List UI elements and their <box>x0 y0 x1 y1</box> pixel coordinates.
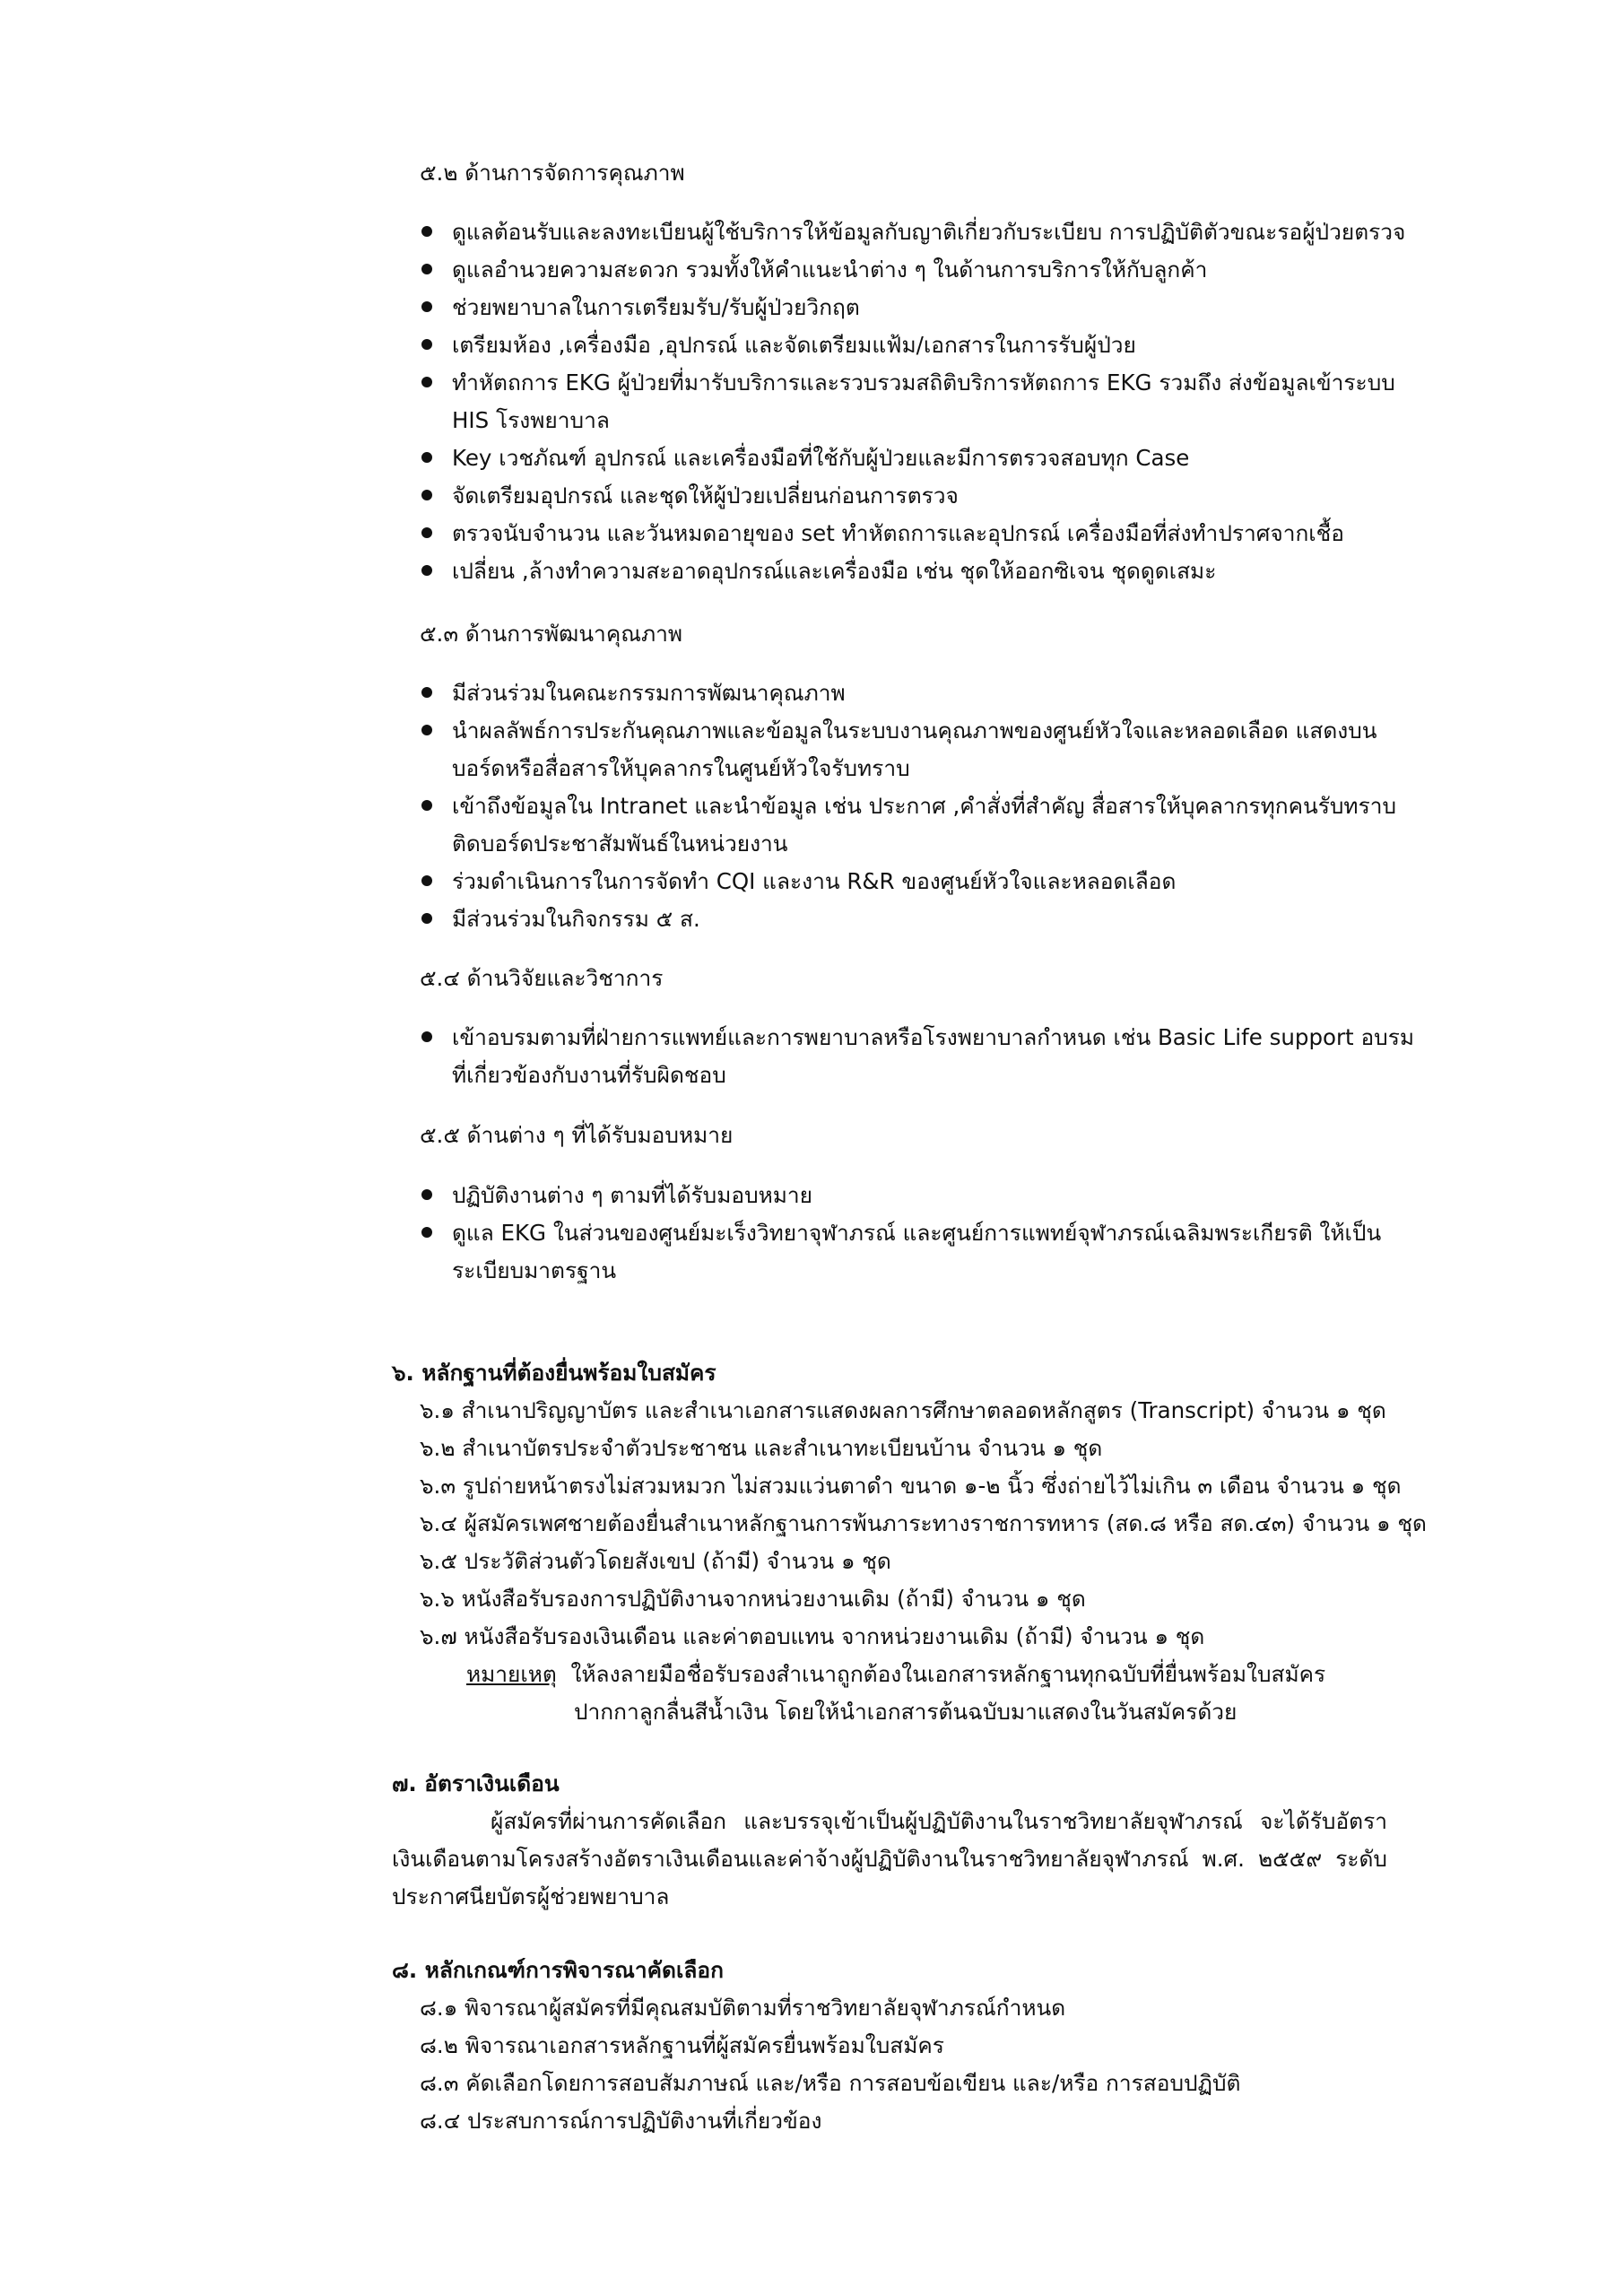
list-item: ๖.๕ ประวัติส่วนตัวโดยสังเขป (ถ้ามี) จำนวน ๑ ชุด <box>420 1548 891 1574</box>
bullet-icon <box>421 490 432 500</box>
section-6-list <box>420 1392 1427 1656</box>
bullet-icon <box>421 1031 432 1042</box>
section-7-heading: ๗. อัตราเงินเดือน <box>392 1770 560 1796</box>
list-item: ๘.๔ ประสบการณ์การปฏิบัติงานที่เกี่ยวข้อง <box>420 2108 822 2134</box>
list-item: ดูแลอำนวยความสะดวก รวมทั้งให้คำแนะนำต่าง ๆ ในด้านการบริการให้กับลูกค้า <box>420 251 1415 289</box>
note-label: หมายเหตุ <box>466 1661 557 1687</box>
section-6-note-line2: ปากกาลูกลื่นสีน้ำเงิน โดยให้นำเอกสารต้นฉบับมาแสดงในวันสมัครด้วย <box>574 1699 1238 1725</box>
section-5-4-list <box>420 1019 1415 1094</box>
list-item: Key เวชภัณฑ์ อุปกรณ์ และเครื่องมือที่ใช้กับผู้ป่วยและมีการตรวจสอบทุก Case <box>420 439 1415 477</box>
list-item: ๖.๖ หนังสือรับรองการปฏิบัติงานจากหน่วยงานเดิม (ถ้ามี) จำนวน ๑ ชุด <box>420 1586 1086 1612</box>
bullet-icon <box>421 1227 432 1238</box>
list-item: ตรวจนับจำนวน และวันหมดอายุของ set ทำหัตถการและอุปกรณ์ เครื่องมือที่ส่งทำปราศจากเชื้อ <box>420 515 1415 552</box>
list-item: ดูแล EKG ในส่วนของศูนย์มะเร็งวิทยาจุฬาภรณ์ และศูนย์การแพทย์จุฬาภรณ์เฉลิมพระเกียรติ ให้เป็นระเบียบมาตรฐาน <box>420 1214 1415 1290</box>
section-5-4-title: ๕.๔ ด้านวิจัยและวิชาการ <box>420 965 664 991</box>
list-item: ๖.๑ สำเนาปริญญาบัตร และสำเนาเอกสารแสดงผลการศึกษาตลอดหลักสูตร (Transcript) จำนวน ๑ ชุด <box>420 1397 1386 1423</box>
list-item: ๘.๑ พิจารณาผู้สมัครที่มีคุณสมบัติตามที่ราชวิทยาลัยจุฬาภรณ์กำหนด <box>420 1995 1066 2021</box>
list-item: ๖.๔ ผู้สมัครเพศชายต้องยื่นสำเนาหลักฐานการพ้นภาระทางราชการทหาร (สด.๘ หรือ สด.๔๓) จำนวน ๑ ชุด <box>420 1510 1427 1536</box>
section-5-5-title: ๕.๕ ด้านต่าง ๆ ที่ได้รับมอบหมาย <box>420 1122 734 1148</box>
list-item: เข้าถึงข้อมูลใน Intranet และนำข้อมูล เช่น ประกาศ ,คำสั่งที่สำคัญ สื่อสารให้บุคลากรทุกคนรับทราบติดบอร์ดประชาสัมพันธ์ในหน่วยงาน <box>420 787 1415 863</box>
list-item: ๖.๓ รูปถ่ายหน้าตรงไม่สวมหมวก ไม่สวมแว่นตาดำ ขนาด ๑-๒ นิ้ว ซึ่งถ่ายไว้ไม่เกิน ๓ เดือน จำนวน ๑ ชุด <box>420 1473 1402 1499</box>
section-5-3-title: ๕.๓ ด้านการพัฒนาคุณภาพ <box>420 621 682 647</box>
list-item: เข้าอบรมตามที่ฝ่ายการแพทย์และการพยาบาลหรือโรงพยาบาลกำหนด เช่น Basic Life support อบรมที่เกี่ยวข้องกับงานที่รับผิดชอบ <box>420 1019 1415 1094</box>
bullet-icon <box>421 452 432 463</box>
list-item: มีส่วนร่วมในกิจกรรม ๕ ส. <box>420 900 1415 938</box>
bullet-icon <box>421 226 432 237</box>
bullet-icon <box>421 339 432 350</box>
section-5-2-list <box>420 213 1415 590</box>
section-6-heading: ๖. หลักฐานที่ต้องยื่นพร้อมใบสมัคร <box>392 1360 716 1386</box>
bullet-icon <box>421 377 432 387</box>
section-5-5-list <box>420 1177 1415 1290</box>
section-6-note <box>466 1656 1325 1693</box>
bullet-icon <box>421 527 432 538</box>
list-item: ร่วมดำเนินการในการจัดทำ CQI และงาน R&R ของศูนย์หัวใจและหลอดเลือด <box>420 863 1415 900</box>
section-5-2-title: ๕.๒ ด้านการจัดการคุณภาพ <box>420 160 685 186</box>
list-item: ดูแลต้อนรับและลงทะเบียนผู้ใช้บริการให้ข้อมูลกับญาติเกี่ยวกับระเบียบ การปฏิบัติตัวขณะรอผู้ป่วยตรวจ <box>420 213 1415 251</box>
bullet-icon <box>421 913 432 924</box>
note-text: ให้ลงลายมือชื่อรับรองสำเนาถูกต้องในเอกสารหลักฐานทุกฉบับที่ยื่นพร้อมใบสมัคร <box>570 1661 1326 1687</box>
section-8-heading: ๘. หลักเกณฑ์การพิจารณาคัดเลือก <box>392 1957 724 1983</box>
list-item: ปฏิบัติงานต่าง ๆ ตามที่ได้รับมอบหมาย <box>420 1177 1415 1214</box>
section-5-3-list <box>420 674 1415 938</box>
list-item: ๘.๒ พิจารณาเอกสารหลักฐานที่ผู้สมัครยื่นพร้อมใบสมัคร <box>420 2032 944 2058</box>
list-item: มีส่วนร่วมในคณะกรรมการพัฒนาคุณภาพ <box>420 674 1415 712</box>
list-item: ๘.๓ คัดเลือกโดยการสอบสัมภาษณ์ และ/หรือ การสอบข้อเขียน และ/หรือ การสอบปฏิบัติ <box>420 2070 1241 2096</box>
bullet-icon <box>421 264 432 274</box>
bullet-icon <box>421 875 432 886</box>
bullet-icon <box>421 687 432 698</box>
list-item: เตรียมห้อง ,เครื่องมือ ,อุปกรณ์ และจัดเตรียมแฟ้ม/เอกสารในการรับผู้ป่วย <box>420 326 1415 364</box>
bullet-icon <box>421 1189 432 1200</box>
list-item: ทำหัตถการ EKG ผู้ป่วยที่มารับบริการและรวบรวมสถิติบริการหัตถการ EKG รวมถึง ส่งข้อมูลเข้าระบบ HIS โรงพยาบาล <box>420 364 1415 439</box>
list-item: ๖.๗ หนังสือรับรองเงินเดือน และค่าตอบแทน จากหน่วยงานเดิม (ถ้ามี) จำนวน ๑ ชุด <box>420 1623 1205 1649</box>
bullet-icon <box>421 800 432 811</box>
bullet-icon <box>421 725 432 735</box>
list-item: นำผลลัพธ์การประกันคุณภาพและข้อมูลในระบบงานคุณภาพของศูนย์หัวใจและหลอดเลือด แสดงบนบอร์ดหรือสื่อสารให้บุคลากรในศูนย์หัวใจรับทราบ <box>420 712 1415 787</box>
bullet-icon <box>421 301 432 312</box>
list-item: ๖.๒ สำเนาบัตรประจำตัวประชาชน และสำเนาทะเบียนบ้าน จำนวน ๑ ชุด <box>420 1435 1103 1461</box>
section-8-list <box>420 1989 1240 2140</box>
section-7-body: ผู้สมัครที่ผ่านการคัดเลือก และบรรจุเข้าเป็นผู้ปฏิบัติงานในราชวิทยาลัยจุฬาภรณ์ จะได้รับอัตราเงินเดือนตามโครงสร้างอัตราเงินเดือนและค่าจ้างผู้ปฏิบัติงานในราชวิทยาลัยจุฬาภรณ์ พ.ศ. ๒๕๕๙ ระดับประกาศนียบัตรผู้ช่วยพยาบาล <box>392 1808 1387 1909</box>
list-item: ช่วยพยาบาลในการเตรียมรับ/รับผู้ป่วยวิกฤต <box>420 289 1415 326</box>
bullet-icon <box>421 565 432 576</box>
list-item: เปลี่ยน ,ล้างทำความสะอาดอุปกรณ์และเครื่องมือ เช่น ชุดให้ออกซิเจน ชุดดูดเสมะ <box>420 552 1415 590</box>
list-item: จัดเตรียมอุปกรณ์ และชุดให้ผู้ป่วยเปลี่ยนก่อนการตรวจ <box>420 477 1415 515</box>
